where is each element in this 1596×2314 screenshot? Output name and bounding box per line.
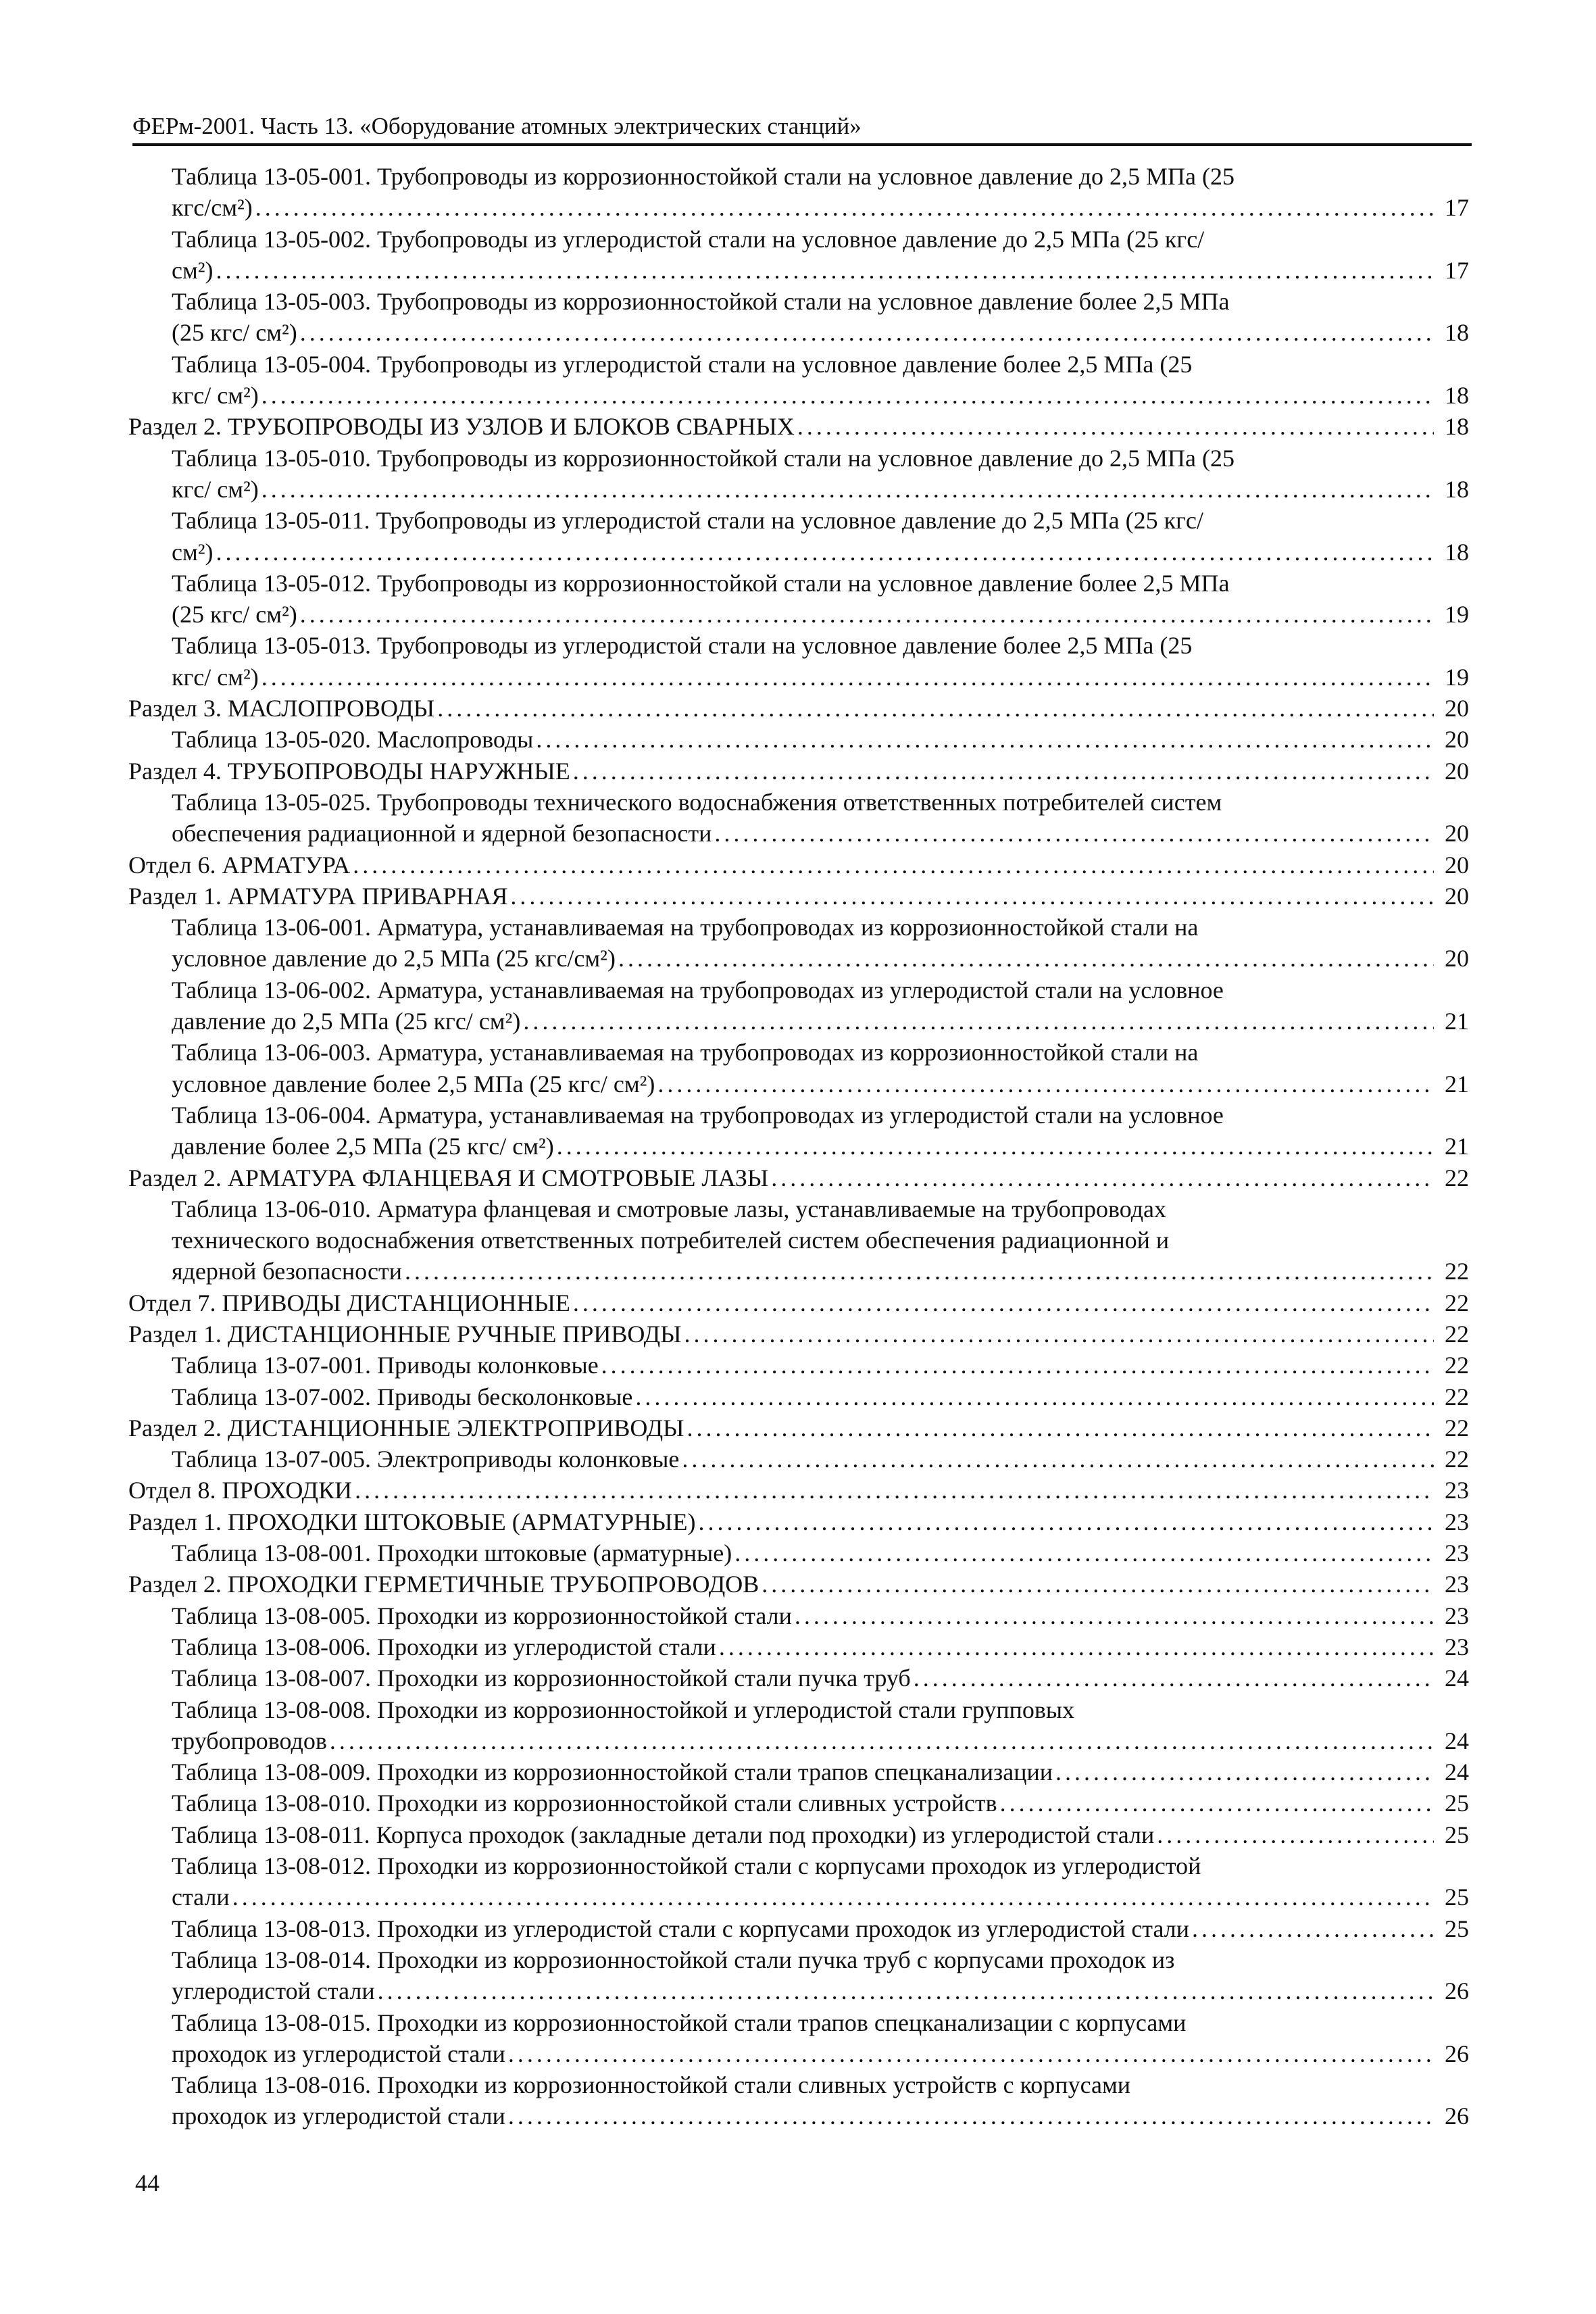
running-header: ФЕРм-2001. Часть 13. «Оборудование атомных электрических станций»	[132, 113, 862, 139]
dot-leader	[1157, 1819, 1434, 1850]
toc-page-number: 24	[1445, 1727, 1469, 1754]
toc-section-entry[interactable]	[128, 881, 1469, 912]
dot-leader	[797, 411, 1434, 442]
toc-table-entry[interactable]	[128, 630, 1469, 693]
toc-page-number: 20	[1445, 820, 1469, 847]
toc-entry-line	[128, 1569, 1469, 1600]
toc-page-number: 18	[1445, 382, 1469, 410]
toc-entry-line	[172, 1725, 1469, 1756]
toc-entry-title: кгс/см²)	[172, 194, 253, 222]
toc-table-entry[interactable]	[128, 1850, 1469, 1913]
table-of-contents	[128, 161, 1469, 2132]
toc-entry-line	[172, 818, 1469, 849]
toc-entry-title: Раздел 1. АРМАТУРА ПРИВАРНАЯ	[128, 882, 508, 910]
dot-leader	[714, 818, 1434, 849]
dot-leader	[914, 1663, 1434, 1694]
toc-entry-line	[172, 1444, 1469, 1475]
toc-section-entry[interactable]	[128, 1506, 1469, 1537]
dot-leader	[1055, 1756, 1434, 1788]
toc-entry-line	[172, 1881, 1469, 1913]
toc-table-entry[interactable]	[128, 161, 1469, 224]
toc-table-entry[interactable]	[128, 224, 1469, 287]
toc-entry-line	[172, 317, 1469, 348]
toc-page-number: 22	[1445, 1383, 1469, 1410]
toc-entry-line	[128, 1162, 1469, 1193]
toc-entry-line	[172, 380, 1469, 411]
toc-table-entry[interactable]	[128, 787, 1469, 850]
header-rule	[132, 143, 1472, 146]
toc-entry-title: Таблица 13-08-005. Проходки из коррозионностойкой стали	[172, 1602, 792, 1629]
toc-entry-title: Таблица 13-05-020. Маслопроводы	[172, 726, 534, 754]
toc-entry-title: давление до 2,5 МПа (25 кгс/ см²)	[172, 1008, 521, 1035]
toc-entry-line	[128, 1287, 1469, 1319]
dot-leader	[698, 1506, 1434, 1537]
toc-entry-line	[172, 2038, 1469, 2069]
toc-entry-title: Таблица 13-07-001. Приводы колонковые	[172, 1352, 599, 1379]
toc-entry-line	[172, 255, 1469, 286]
toc-table-entry[interactable]	[128, 912, 1469, 975]
toc-entry-title: Раздел 2. ПРОХОДКИ ГЕРМЕТИЧНЫЕ ТРУБОПРОВОДОВ	[128, 1571, 759, 1598]
dot-leader	[1000, 1788, 1434, 1819]
toc-entry-title: Таблица 13-07-002. Приводы бесколонковые	[172, 1383, 633, 1410]
toc-page-number: 23	[1445, 1633, 1469, 1660]
toc-entry-title: Раздел 1. ДИСТАНЦИОННЫЕ РУЧНЫЕ ПРИВОДЫ	[128, 1320, 682, 1348]
dot-leader	[682, 1444, 1434, 1475]
toc-entry-title: Раздел 1. ПРОХОДКИ ШТОКОВЫЕ (АРМАТУРНЫЕ)	[128, 1508, 696, 1535]
toc-entry-text: Таблица 13-08-012. Проходки из коррозионностойкой стали с корпусами проходок из углеродистой	[172, 1852, 1201, 1880]
dot-leader	[508, 2100, 1434, 2132]
dot-leader	[601, 1350, 1434, 1381]
toc-entry-text: Таблица 13-08-014. Проходки из коррозионностойкой стали пучка труб с корпусами проходок из	[172, 1946, 1175, 1973]
dot-leader	[573, 1287, 1434, 1319]
toc-entry-text: Таблица 13-06-010. Арматура фланцевая и смотровые лазы, устанавливаемые на трубопроводах	[172, 1195, 1167, 1223]
toc-entry-title: проходок из углеродистой стали	[172, 2102, 505, 2130]
toc-entry-text: Таблица 13-06-001. Арматура, устанавливаемая на трубопроводах из коррозионностойкой стали на	[172, 914, 1199, 941]
toc-page-number: 20	[1445, 945, 1469, 973]
toc-page-number: 22	[1445, 1446, 1469, 1473]
toc-page-number: 18	[1445, 475, 1469, 503]
toc-page-number: 18	[1445, 319, 1469, 347]
dot-leader	[330, 1725, 1434, 1756]
toc-page-number: 22	[1445, 1320, 1469, 1348]
toc-section-entry[interactable]	[128, 1162, 1469, 1193]
toc-page-number: 20	[1445, 882, 1469, 910]
toc-entry-title: Отдел 7. ПРИВОДЫ ДИСТАНЦИОННЫЕ	[128, 1289, 570, 1316]
toc-table-entry[interactable]	[128, 1913, 1469, 1944]
toc-entry-line	[128, 1412, 1469, 1444]
dot-leader	[536, 724, 1434, 755]
toc-entry-title: Раздел 2. ДИСТАНЦИОННЫЕ ЭЛЕКТРОПРИВОДЫ	[128, 1414, 684, 1442]
toc-table-entry[interactable]	[128, 1100, 1469, 1162]
toc-entry-title: Таблица 13-08-011. Корпуса проходок (закладные детали под проходки) из углеродистой стали	[172, 1821, 1155, 1848]
toc-entry-title: Отдел 8. ПРОХОДКИ	[128, 1477, 353, 1504]
toc-page-number: 26	[1445, 2102, 1469, 2130]
toc-table-entry[interactable]	[128, 1444, 1469, 1475]
toc-page-number: 23	[1445, 1571, 1469, 1598]
toc-entry-title: стали	[172, 1884, 230, 1911]
toc-entry-line	[172, 1006, 1469, 1037]
toc-entry-text: Таблица 13-08-015. Проходки из коррозионностойкой стали трапов спецканализации с корпусами	[172, 2009, 1187, 2036]
dot-leader	[573, 756, 1434, 787]
dot-leader	[232, 1881, 1434, 1913]
toc-table-entry[interactable]	[128, 443, 1469, 506]
toc-page-number: 22	[1445, 1164, 1469, 1191]
toc-entry-line	[172, 1600, 1469, 1631]
toc-entry-title: (25 кгс/ см²)	[172, 601, 297, 629]
dot-leader	[255, 192, 1434, 223]
toc-entry-text: Таблица 13-05-025. Трубопроводы технического водоснабжения ответственных потребителей систем	[172, 788, 1222, 816]
toc-page-number: 22	[1445, 1258, 1469, 1285]
dot-leader	[216, 537, 1434, 568]
toc-entry-title: Таблица 13-07-005. Электроприводы колонковые	[172, 1446, 680, 1473]
dot-leader	[618, 943, 1434, 974]
toc-section-entry[interactable]	[128, 1412, 1469, 1444]
toc-page-number: 25	[1445, 1884, 1469, 1911]
toc-entry-line	[128, 693, 1469, 724]
toc-table-entry[interactable]	[128, 1819, 1469, 1850]
toc-entry-title: обеспечения радиационной и ядерной безопасности	[172, 820, 712, 847]
dot-leader	[405, 1256, 1434, 1287]
toc-table-entry[interactable]	[128, 1944, 1469, 2007]
toc-entry-line	[172, 1819, 1469, 1850]
dot-leader	[719, 1631, 1434, 1663]
toc-entry-title: (25 кгс/ см²)	[172, 319, 297, 347]
toc-table-entry[interactable]	[128, 1350, 1469, 1381]
toc-entry-line	[128, 1475, 1469, 1506]
toc-table-entry[interactable]	[128, 1537, 1469, 1569]
toc-entry-line	[172, 537, 1469, 568]
toc-entry-title: Таблица 13-08-010. Проходки из коррозионностойкой стали сливных устройств	[172, 1790, 997, 1817]
toc-entry-line	[172, 599, 1469, 630]
toc-entry-line	[172, 1068, 1469, 1100]
toc-page-number: 17	[1445, 256, 1469, 284]
toc-entry-title: Таблица 13-08-009. Проходки из коррозионностойкой стали трапов спецканализации	[172, 1758, 1053, 1786]
toc-entry-line	[128, 850, 1469, 881]
toc-entry-line	[172, 1975, 1469, 2007]
toc-entry-title: условное давление до 2,5 МПа (25 кгс/см²)	[172, 945, 616, 973]
toc-table-entry[interactable]	[128, 1663, 1469, 1694]
toc-table-entry[interactable]	[128, 1756, 1469, 1788]
toc-entry-title: кгс/ см²)	[172, 663, 259, 691]
dot-leader	[1192, 1913, 1434, 1944]
toc-table-entry[interactable]	[128, 505, 1469, 568]
toc-entry-title: Раздел 2. АРМАТУРА ФЛАНЦЕВАЯ И СМОТРОВЫЕ ЛАЗЫ	[128, 1164, 769, 1191]
toc-entry-line	[172, 1350, 1469, 1381]
toc-entry-title: условное давление более 2,5 МПа (25 кгс/ см²)	[172, 1070, 655, 1098]
toc-page-number: 22	[1445, 1414, 1469, 1442]
dot-leader	[657, 1068, 1434, 1100]
toc-entry-text: Таблица 13-05-013. Трубопроводы из углеродистой стали на условное давление более 2,5 МПа (25	[172, 632, 1193, 660]
toc-entry-line	[128, 756, 1469, 787]
dot-leader	[795, 1600, 1434, 1631]
toc-table-entry[interactable]	[128, 1600, 1469, 1631]
dot-leader	[216, 255, 1434, 286]
toc-table-entry[interactable]	[128, 349, 1469, 412]
dot-leader	[684, 1319, 1434, 1350]
toc-entry-line	[128, 1319, 1469, 1350]
toc-entry-text: технического водоснабжения ответственных потребителей систем обеспечения радиационной и	[172, 1227, 1170, 1254]
toc-entry-title: Раздел 3. МАСЛОПРОВОДЫ	[128, 695, 435, 722]
toc-entry-line	[172, 724, 1469, 755]
toc-entry-line	[128, 1506, 1469, 1537]
toc-entry-text: Таблица 13-08-016. Проходки из коррозионностойкой стали сливных устройств с корпусами	[172, 2071, 1131, 2099]
toc-entry-title: Отдел 6. АРМАТУРА	[128, 851, 351, 879]
dot-leader	[261, 662, 1434, 693]
dot-leader	[734, 1537, 1434, 1569]
toc-entry-text: Таблица 13-05-003. Трубопроводы из коррозионностойкой стали на условное давление более 2,5 МПа	[172, 288, 1230, 316]
toc-page-number: 18	[1445, 538, 1469, 566]
toc-entry-line	[172, 1631, 1469, 1663]
toc-section-entry[interactable]	[128, 850, 1469, 881]
dot-leader	[510, 881, 1434, 912]
toc-entry-text: Таблица 13-05-012. Трубопроводы из коррозионностойкой стали на условное давление более 2,5 МПа	[172, 569, 1230, 597]
toc-entry-line	[172, 1131, 1469, 1162]
toc-page-number: 20	[1445, 695, 1469, 722]
toc-entry-text: Таблица 13-08-008. Проходки из коррозионностойкой и углеродистой стали групповых	[172, 1696, 1075, 1723]
toc-entry-title: Таблица 13-08-001. Проходки штоковые (арматурные)	[172, 1540, 732, 1567]
toc-entry-title: давление более 2,5 МПа (25 кгс/ см²)	[172, 1133, 554, 1160]
dot-leader	[437, 693, 1434, 724]
toc-section-entry[interactable]	[128, 1319, 1469, 1350]
dot-leader	[355, 1475, 1434, 1506]
toc-entry-text: Таблица 13-06-003. Арматура, устанавливаемая на трубопроводах из коррозионностойкой стали на	[172, 1039, 1199, 1066]
toc-table-entry[interactable]	[128, 724, 1469, 755]
toc-table-entry[interactable]	[128, 1694, 1469, 1757]
dot-leader	[635, 1381, 1434, 1412]
toc-entry-line	[172, 474, 1469, 505]
toc-entry-line	[172, 1756, 1469, 1788]
toc-entry-text: Таблица 13-06-002. Арматура, устанавливаемая на трубопроводах из углеродистой стали на условное	[172, 976, 1224, 1004]
toc-entry-title: проходок из углеродистой стали	[172, 2040, 505, 2067]
toc-entry-title: углеродистой стали	[172, 1977, 375, 2005]
dot-leader	[557, 1131, 1434, 1162]
toc-table-entry[interactable]	[128, 1631, 1469, 1663]
toc-entry-text: Таблица 13-05-001. Трубопроводы из коррозионностойкой стали на условное давление до 2,5 МПа (25	[172, 163, 1235, 190]
toc-page-number: 25	[1445, 1790, 1469, 1817]
toc-table-entry[interactable]	[128, 1788, 1469, 1819]
dot-leader	[771, 1162, 1434, 1193]
toc-page-number: 18	[1445, 413, 1469, 441]
toc-page-number: 24	[1445, 1758, 1469, 1786]
dot-leader	[523, 1006, 1434, 1037]
dot-leader	[508, 2038, 1434, 2069]
toc-entry-title: Таблица 13-08-006. Проходки из углеродистой стали	[172, 1633, 716, 1660]
toc-page-number: 26	[1445, 1977, 1469, 2005]
toc-page-number: 20	[1445, 726, 1469, 754]
toc-page-number: 23	[1445, 1477, 1469, 1504]
dot-leader	[261, 474, 1434, 505]
toc-page-number: 25	[1445, 1915, 1469, 1942]
toc-section-entry[interactable]	[128, 411, 1469, 442]
toc-page-number: 23	[1445, 1508, 1469, 1535]
toc-entry-text: Таблица 13-05-004. Трубопроводы из углеродистой стали на условное давление более 2,5 МПа (25	[172, 350, 1193, 378]
toc-entry-line	[172, 1663, 1469, 1694]
toc-entry-line	[172, 943, 1469, 974]
toc-entry-title: кгс/ см²)	[172, 475, 259, 503]
toc-page-number: 24	[1445, 1665, 1469, 1692]
toc-entry-line	[172, 662, 1469, 693]
toc-page-number: 17	[1445, 194, 1469, 222]
toc-page-number: 19	[1445, 601, 1469, 629]
dot-leader	[300, 317, 1434, 348]
toc-section-entry[interactable]	[128, 1569, 1469, 1600]
toc-page-number: 21	[1445, 1133, 1469, 1160]
dot-leader	[300, 599, 1434, 630]
toc-page-number: 23	[1445, 1540, 1469, 1567]
toc-entry-title: см²)	[172, 256, 214, 284]
toc-table-entry[interactable]	[128, 975, 1469, 1037]
toc-entry-text: Таблица 13-05-002. Трубопроводы из углеродистой стали на условное давление до 2,5 МПа (25 кгс/	[172, 225, 1205, 253]
toc-entry-title: Раздел 2. ТРУБОПРОВОДЫ ИЗ УЗЛОВ И БЛОКОВ СВАРНЫХ	[128, 413, 795, 441]
toc-table-entry[interactable]	[128, 1381, 1469, 1412]
toc-entry-line	[128, 411, 1469, 442]
toc-section-entry[interactable]	[128, 756, 1469, 787]
toc-section-entry[interactable]	[128, 1287, 1469, 1319]
toc-table-entry[interactable]	[128, 286, 1469, 349]
toc-table-entry[interactable]	[128, 1193, 1469, 1287]
toc-entry-line	[172, 1913, 1469, 1944]
toc-table-entry[interactable]	[128, 2007, 1469, 2070]
toc-page-number: 19	[1445, 663, 1469, 691]
toc-entry-line	[172, 1256, 1469, 1287]
toc-entry-title: см²)	[172, 538, 214, 566]
toc-page-number: 21	[1445, 1008, 1469, 1035]
toc-entry-line	[128, 881, 1469, 912]
dot-leader	[261, 380, 1434, 411]
toc-entry-title: кгс/ см²)	[172, 382, 259, 410]
toc-entry-line	[172, 1381, 1469, 1412]
toc-table-entry[interactable]	[128, 2069, 1469, 2132]
toc-entry-title: Таблица 13-08-007. Проходки из коррозионностойкой стали пучка труб	[172, 1665, 911, 1692]
toc-section-entry[interactable]	[128, 693, 1469, 724]
toc-entry-line	[172, 1537, 1469, 1569]
toc-entry-line	[172, 1788, 1469, 1819]
dot-leader	[762, 1569, 1434, 1600]
toc-entry-title: трубопроводов	[172, 1727, 327, 1754]
toc-entry-text: Таблица 13-05-011. Трубопроводы из углеродистой стали на условное давление до 2,5 МПа (25 кгс/	[172, 507, 1203, 535]
dot-leader	[687, 1412, 1434, 1444]
toc-table-entry[interactable]	[128, 1037, 1469, 1100]
page-number: 44	[135, 2169, 159, 2196]
toc-page-number: 21	[1445, 1070, 1469, 1098]
toc-section-entry[interactable]	[128, 1475, 1469, 1506]
toc-entry-title: Таблица 13-08-013. Проходки из углеродистой стали с корпусами проходок из углеродистой стали	[172, 1915, 1190, 1942]
toc-entry-text: Таблица 13-06-004. Арматура, устанавливаемая на трубопроводах из углеродистой стали на условное	[172, 1101, 1224, 1129]
toc-page-number: 25	[1445, 1821, 1469, 1848]
toc-page-number: 22	[1445, 1289, 1469, 1316]
toc-page-number: 20	[1445, 757, 1469, 785]
dot-leader	[378, 1975, 1434, 2007]
toc-page-number: 22	[1445, 1352, 1469, 1379]
toc-entry-line	[172, 192, 1469, 223]
toc-page-number: 26	[1445, 2040, 1469, 2067]
toc-table-entry[interactable]	[128, 568, 1469, 631]
toc-entry-text: Таблица 13-05-010. Трубопроводы из коррозионностойкой стали на условное давление до 2,5 МПа (25	[172, 444, 1235, 472]
toc-entry-line	[172, 2100, 1469, 2132]
toc-entry-title: ядерной безопасности	[172, 1258, 403, 1285]
toc-entry-title: Раздел 4. ТРУБОПРОВОДЫ НАРУЖНЫЕ	[128, 757, 570, 785]
toc-page-number: 23	[1445, 1602, 1469, 1629]
toc-page-number: 20	[1445, 851, 1469, 879]
dot-leader	[353, 850, 1434, 881]
